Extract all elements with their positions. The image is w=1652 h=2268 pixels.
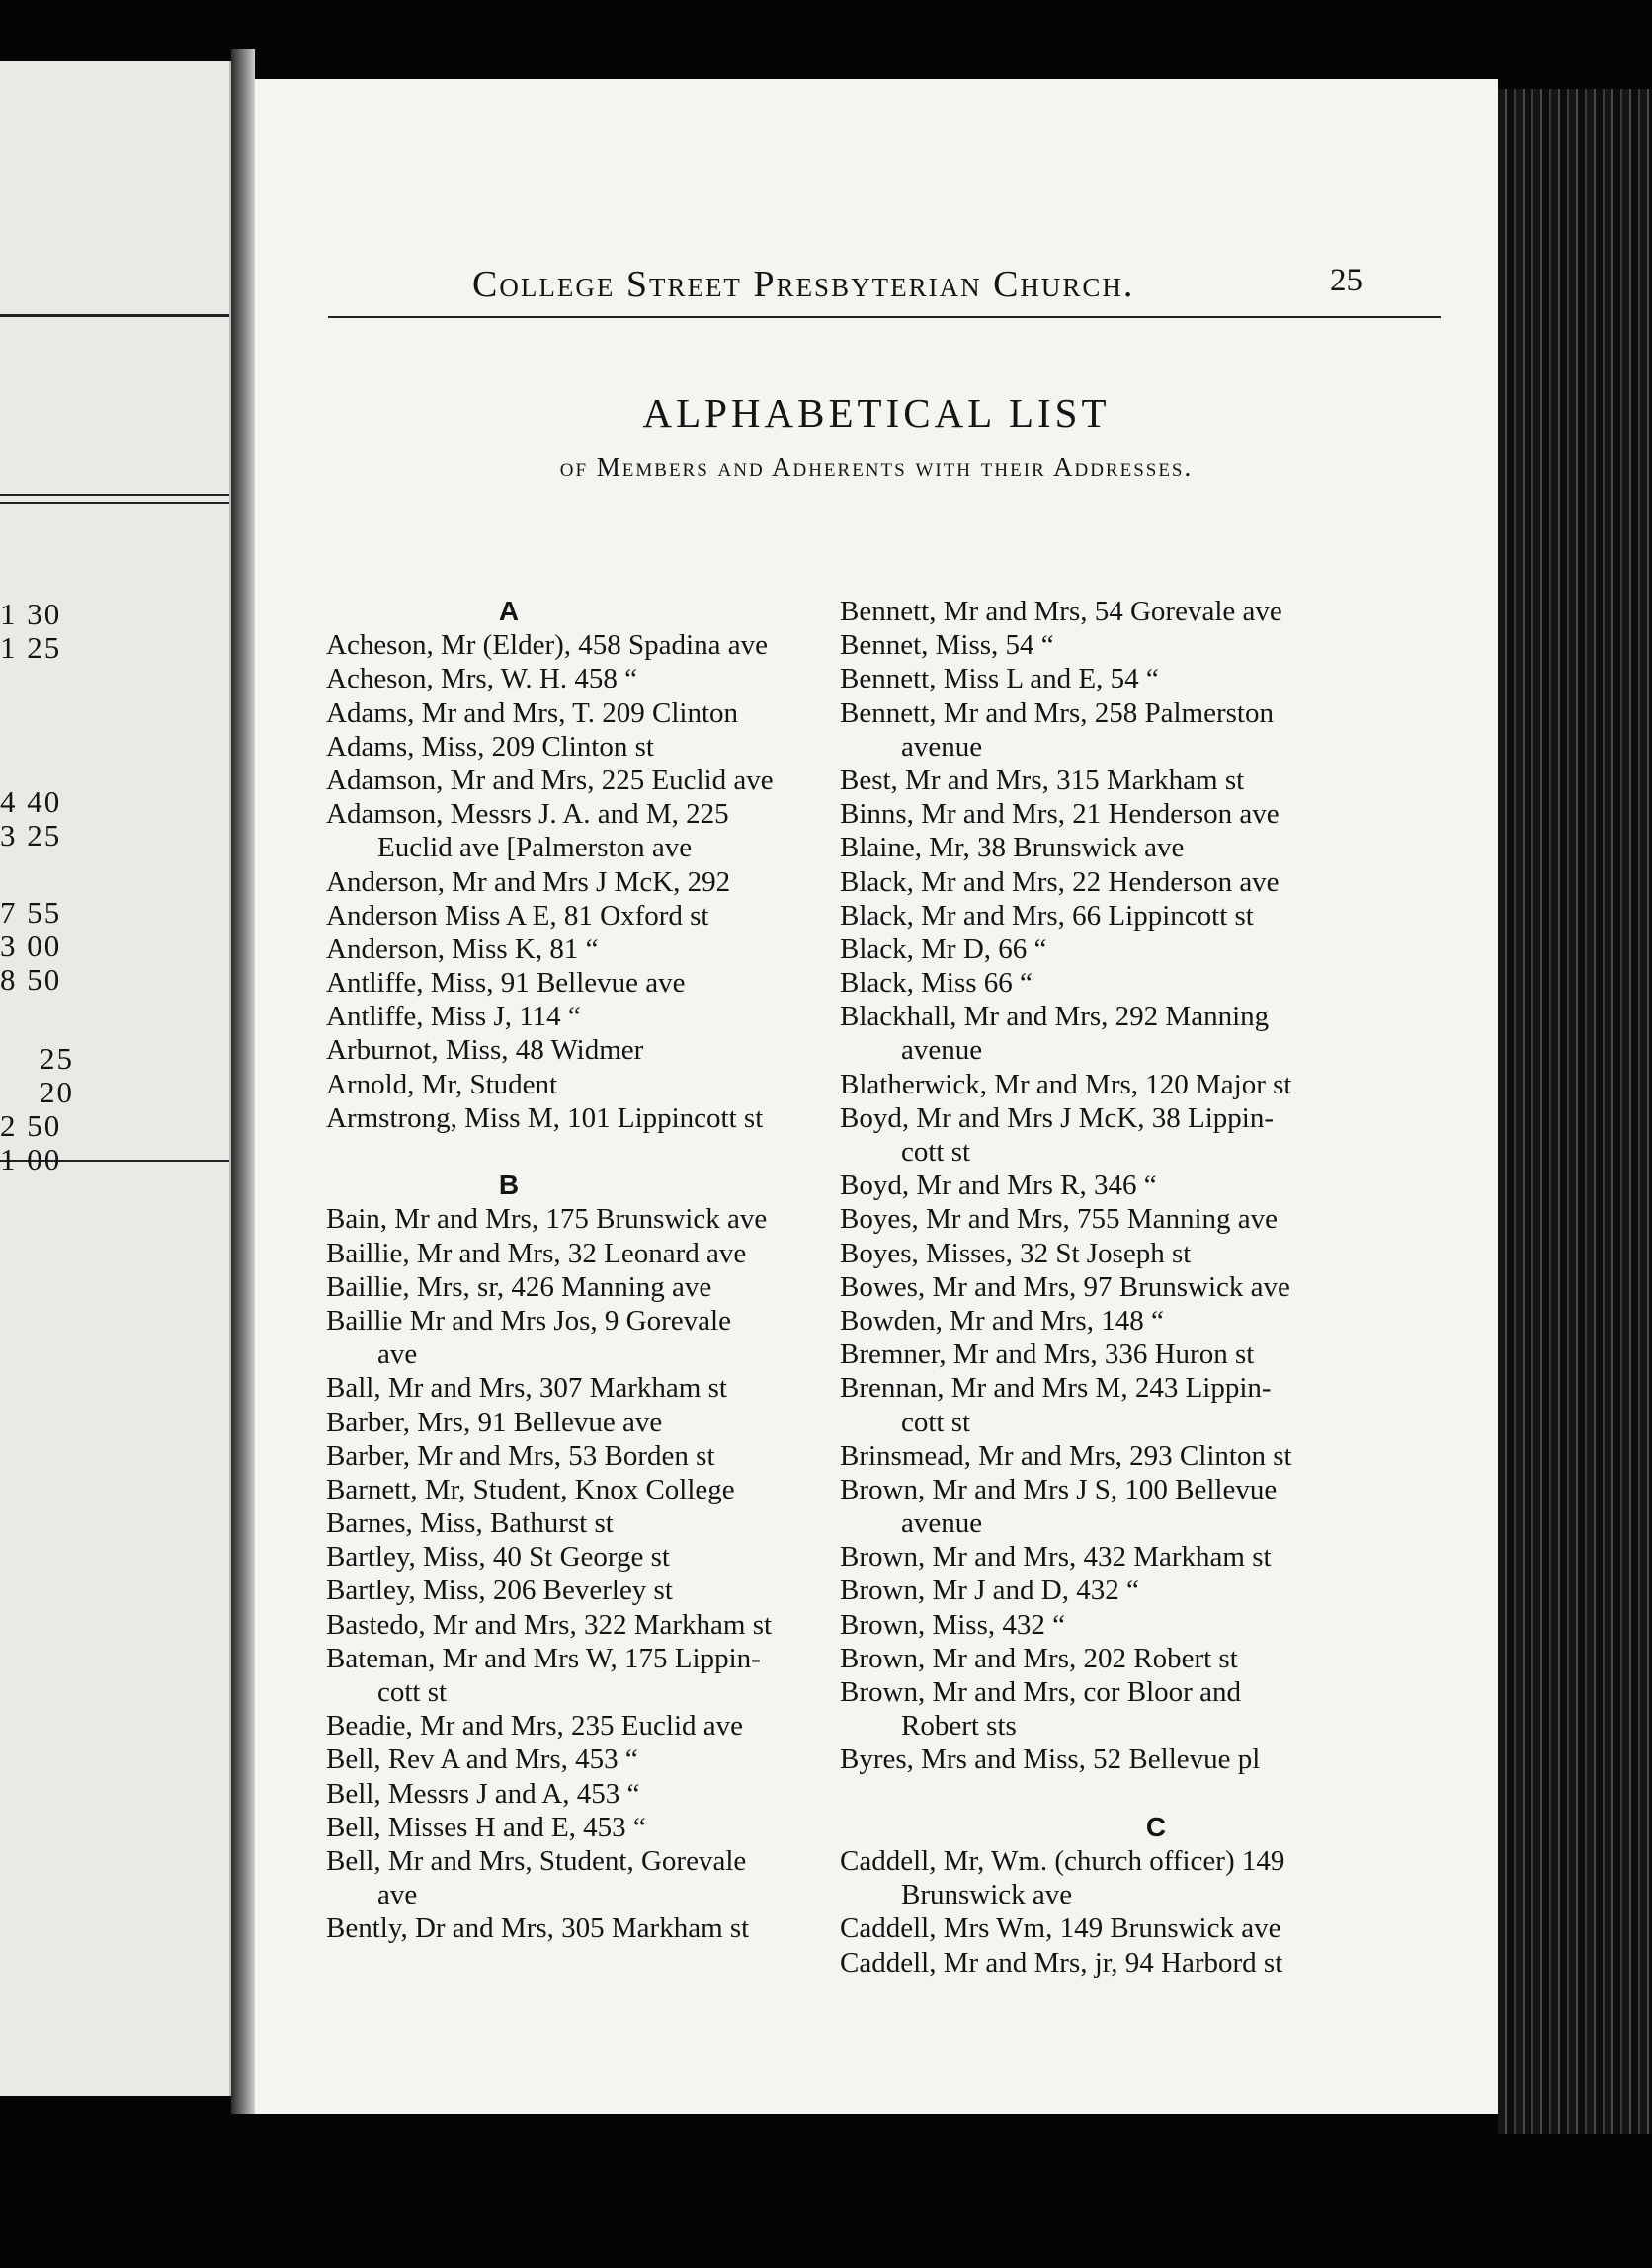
amount: 8 50 <box>0 962 62 997</box>
facing-page-rule-top <box>0 314 229 317</box>
member-entry: Blatherwick, Mr and Mrs, 120 Major st <box>840 1068 1292 1100</box>
member-entry: Baillie, Mr and Mrs, 32 Leonard ave <box>326 1237 747 1269</box>
facing-page <box>0 61 231 2096</box>
member-entry: Barber, Mr and Mrs, 53 Borden st <box>326 1439 715 1472</box>
member-entry: Bartley, Miss, 40 St George st <box>326 1541 670 1574</box>
section-letter: B <box>498 1170 520 1201</box>
member-entry: Black, Mr and Mrs, 22 Henderson ave <box>840 865 1280 898</box>
entry-continuation: cott st <box>377 1676 448 1708</box>
section-letter: C <box>1145 1811 1167 1842</box>
book-gutter <box>231 49 255 2114</box>
page-number: 25 <box>1330 263 1363 298</box>
member-entry: Brennan, Mr and Mrs M, 243 Lippin- <box>840 1372 1272 1405</box>
member-entry: Adamson, Mr and Mrs, 225 Euclid ave <box>326 764 774 796</box>
member-entry: Binns, Mr and Mrs, 21 Henderson ave <box>840 798 1280 831</box>
entry-continuation: cott st <box>901 1136 971 1168</box>
member-entry: Blaine, Mr, 38 Brunswick ave <box>840 832 1185 864</box>
member-entry: Antliffe, Miss J, 114 “ <box>326 1001 581 1033</box>
member-entry: Caddell, Mr, Wm. (church officer) 149 <box>840 1844 1285 1877</box>
member-entry: Boyes, Mr and Mrs, 755 Manning ave <box>840 1203 1279 1236</box>
member-entry: Arburnot, Miss, 48 Widmer <box>326 1034 644 1067</box>
facing-page-rule-mid2 <box>0 502 229 504</box>
member-entry: Adams, Mr and Mrs, T. 209 Clinton <box>326 696 739 729</box>
list-title: ALPHABETICAL LIST <box>642 390 1111 436</box>
member-entry: Arnold, Mr, Student <box>326 1068 558 1100</box>
member-entry: Barber, Mrs, 91 Bellevue ave <box>326 1406 663 1438</box>
member-entry: Acheson, Mrs, W. H. 458 “ <box>326 663 637 695</box>
member-entry: Anderson Miss A E, 81 Oxford st <box>326 899 709 932</box>
member-entry: Bennett, Mr and Mrs, 258 Palmerston <box>840 696 1274 729</box>
entry-continuation: avenue <box>901 730 983 763</box>
spacer <box>840 1777 1472 1811</box>
entry-continuation: avenue <box>901 1034 983 1067</box>
member-entry: Anderson, Mr and Mrs J McK, 292 <box>326 865 731 898</box>
member-entry: Blackhall, Mr and Mrs, 292 Manning <box>840 1001 1270 1033</box>
member-entry: Caddell, Mrs Wm, 149 Brunswick ave <box>840 1912 1281 1945</box>
amount: 7 55 <box>0 895 62 930</box>
member-entry: Anderson, Miss K, 81 “ <box>326 932 599 965</box>
member-entry: Best, Mr and Mrs, 315 Markham st <box>840 764 1245 796</box>
member-entry: Bennett, Mr and Mrs, 54 Gorevale ave <box>840 596 1282 627</box>
member-entry: Beadie, Mr and Mrs, 235 Euclid ave <box>326 1710 744 1742</box>
member-entry: Acheson, Mr (Elder), 458 Spadina ave <box>326 629 768 662</box>
amount: 4 40 <box>0 784 62 819</box>
member-entry: Boyd, Mr and Mrs J McK, 38 Lippin- <box>840 1101 1275 1134</box>
member-entry: Bowden, Mr and Mrs, 148 “ <box>840 1304 1164 1336</box>
entry-continuation: ave <box>377 1879 418 1911</box>
member-entry: Brown, Miss, 432 “ <box>840 1608 1065 1641</box>
entry-continuation: ave <box>377 1338 418 1371</box>
amount: 20 <box>40 1075 74 1109</box>
left-column <box>326 595 830 1946</box>
spacer <box>326 1135 830 1169</box>
member-entry: Adamson, Messrs J. A. and M, 225 <box>326 798 729 831</box>
member-entry: Brown, Mr and Mrs, 202 Robert st <box>840 1642 1238 1674</box>
entry-continuation: cott st <box>901 1406 971 1438</box>
member-entry: Byres, Mrs and Miss, 52 Bellevue pl <box>840 1743 1261 1776</box>
member-entry: Caddell, Mr and Mrs, jr, 94 Harbord st <box>840 1946 1283 1979</box>
right-column <box>840 595 1472 1980</box>
running-title: College Street Presbyterian Church. <box>472 264 1135 305</box>
member-entry: Bain, Mr and Mrs, 175 Brunswick ave <box>326 1203 768 1236</box>
entry-continuation: Brunswick ave <box>901 1879 1073 1911</box>
list-subtitle: of Members and Adherents with their Addresses. <box>559 452 1194 482</box>
member-entry: Bennett, Miss L and E, 54 “ <box>840 663 1159 695</box>
book-page-edges <box>1498 89 1652 2134</box>
amount: 3 25 <box>0 818 62 852</box>
member-entry: Brinsmead, Mr and Mrs, 293 Clinton st <box>840 1439 1292 1472</box>
member-entry: Bastedo, Mr and Mrs, 322 Markham st <box>326 1608 773 1641</box>
running-head <box>472 263 1441 306</box>
member-entry: Adams, Miss, 209 Clinton st <box>326 730 654 763</box>
member-entry: Armstrong, Miss M, 101 Lippincott st <box>326 1101 764 1134</box>
member-entry: Bennet, Miss, 54 “ <box>840 629 1054 662</box>
member-entry: Bremner, Mr and Mrs, 336 Huron st <box>840 1338 1255 1371</box>
member-entry: Bell, Messrs J and A, 453 “ <box>326 1777 640 1810</box>
member-entry: Bowes, Mr and Mrs, 97 Brunswick ave <box>840 1270 1290 1303</box>
member-entry: Brown, Mr and Mrs J S, 100 Bellevue <box>840 1473 1278 1505</box>
amount: 1 25 <box>0 630 62 665</box>
member-entry: Boyd, Mr and Mrs R, 346 “ <box>840 1170 1157 1202</box>
page <box>255 79 1498 2114</box>
member-entry: Black, Miss 66 “ <box>840 967 1032 1000</box>
section-letter: A <box>498 596 520 626</box>
facing-page-rule-mid <box>0 494 229 496</box>
member-entry: Black, Mr and Mrs, 66 Lippincott st <box>840 899 1254 932</box>
member-entry: Boyes, Misses, 32 St Joseph st <box>840 1237 1192 1269</box>
member-entry: Barnett, Mr, Student, Knox College <box>326 1473 735 1505</box>
amount: 1 00 <box>0 1142 62 1176</box>
member-entry: Ball, Mr and Mrs, 307 Markham st <box>326 1372 727 1405</box>
amount: 2 50 <box>0 1108 62 1143</box>
member-entry: Barnes, Miss, Bathurst st <box>326 1507 614 1540</box>
header-rule <box>328 316 1441 318</box>
entry-continuation: Euclid ave [Palmerston ave <box>377 832 693 864</box>
member-entry: Bently, Dr and Mrs, 305 Markham st <box>326 1912 750 1945</box>
member-entry: Bateman, Mr and Mrs W, 175 Lippin- <box>326 1642 761 1674</box>
member-entry: Bell, Rev A and Mrs, 453 “ <box>326 1743 638 1776</box>
member-entry: Bell, Misses H and E, 453 “ <box>326 1811 646 1843</box>
member-entry: Baillie Mr and Mrs Jos, 9 Gorevale <box>326 1304 731 1336</box>
member-entry: Brown, Mr and Mrs, 432 Markham st <box>840 1541 1272 1574</box>
entry-continuation: Robert sts <box>901 1710 1017 1742</box>
amount: 1 30 <box>0 597 62 631</box>
member-entry: Bartley, Miss, 206 Beverley st <box>326 1575 673 1607</box>
member-entry: Black, Mr D, 66 “ <box>840 932 1047 965</box>
entry-continuation: avenue <box>901 1507 983 1540</box>
amount: 25 <box>40 1041 74 1076</box>
member-entry: Brown, Mr J and D, 432 “ <box>840 1575 1139 1607</box>
amount: 3 00 <box>0 929 62 963</box>
member-entry: Brown, Mr and Mrs, cor Bloor and <box>840 1676 1241 1708</box>
member-entry: Antliffe, Miss, 91 Bellevue ave <box>326 967 686 1000</box>
member-entry: Baillie, Mrs, sr, 426 Manning ave <box>326 1270 712 1303</box>
member-entry: Bell, Mr and Mrs, Student, Gorevale <box>326 1844 747 1877</box>
